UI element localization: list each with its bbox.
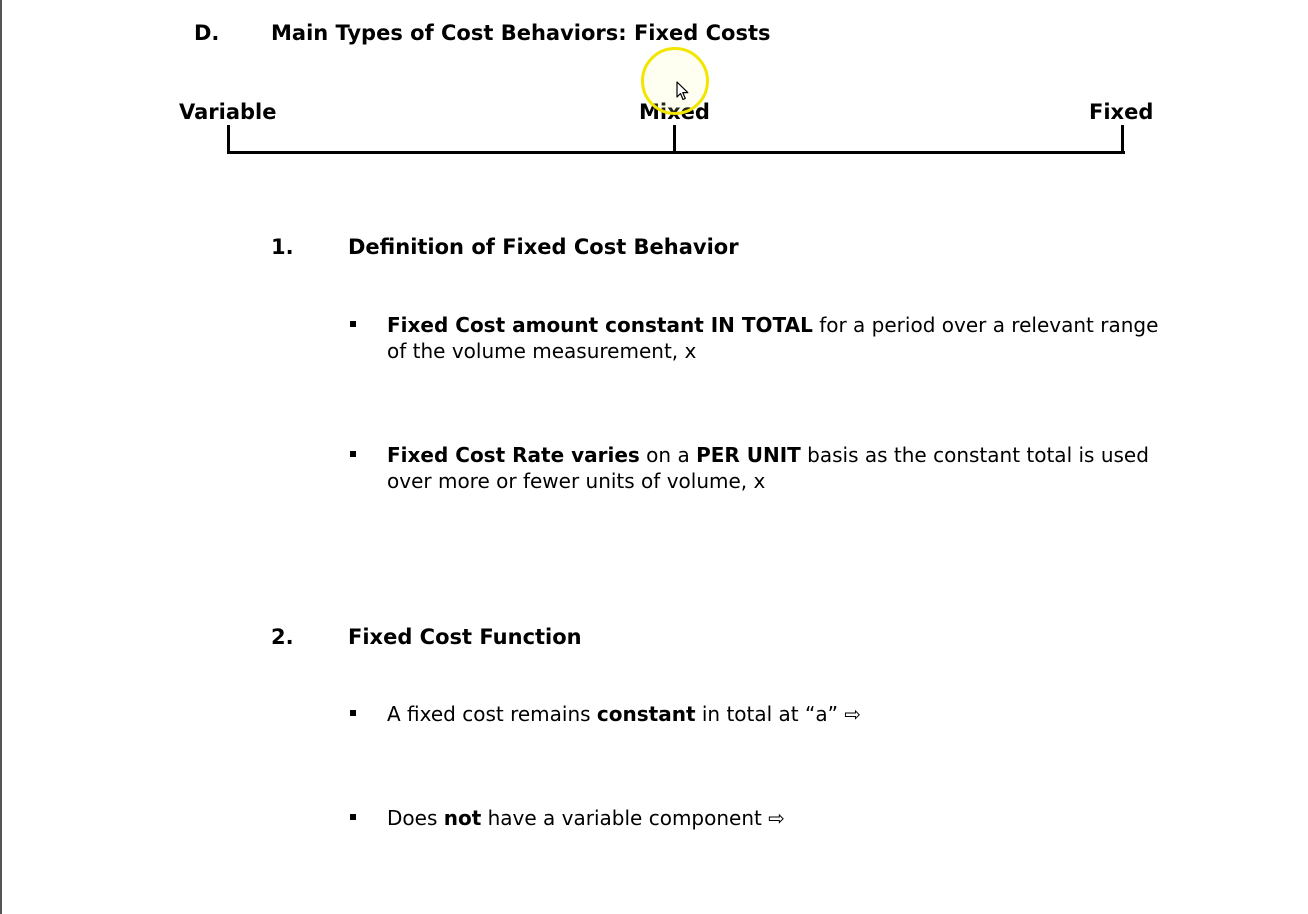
sub2-bullet2: [387, 805, 785, 831]
scale-label-mixed: Mixed: [639, 100, 710, 124]
section-title: Main Types of Cost Behaviors: Fixed Costs: [271, 21, 771, 45]
arrow-right-icon: ⇨: [844, 702, 862, 726]
sub2-bullet1-pre: A fixed cost remains: [387, 702, 597, 726]
sub1-bullet2-rest: basis as the constant total is used: [800, 443, 1149, 467]
cursor-highlight-ring: [641, 47, 709, 115]
scale-tick-variable: [227, 125, 230, 154]
scale-label-variable: Variable: [179, 100, 277, 124]
mouse-cursor-icon: [676, 81, 690, 101]
arrow-right-icon: ⇨: [768, 806, 785, 830]
bullet-marker: [350, 710, 356, 716]
sub2-bullet2-post: have a variable component: [481, 806, 769, 830]
bullet-marker: [350, 814, 356, 820]
sub2-number: 2.: [271, 625, 294, 649]
sub1-bullet2-mid: on a: [639, 443, 697, 467]
sub1-bullet2-line1: [387, 442, 1149, 468]
sub1-bullet2-bold1: Fixed Cost Rate varies: [387, 443, 640, 467]
sub1-bullet2-line2: over more or fewer units of volume, x: [387, 469, 766, 493]
sub1-bullet1-bold: Fixed Cost amount constant IN TOTAL: [387, 313, 813, 337]
section-letter: D.: [194, 21, 220, 45]
scale-label-fixed: Fixed: [1089, 100, 1154, 124]
bullet-marker: [350, 321, 356, 327]
scale-tick-fixed: [1121, 125, 1124, 154]
bullet-marker: [350, 451, 356, 457]
scale-tick-mixed: [673, 125, 676, 154]
sub2-bullet1-post: in total at “a”: [695, 702, 845, 726]
sub2-bullet2-bold: not: [443, 806, 482, 830]
sub1-bullet1-line2: of the volume measurement, x: [387, 339, 697, 363]
sub2-title: Fixed Cost Function: [348, 625, 582, 649]
sub1-title: Definition of Fixed Cost Behavior: [348, 235, 739, 259]
sub1-bullet1-line1: [387, 312, 1158, 338]
sub2-bullet1-bold: constant: [596, 702, 696, 726]
sub2-bullet1: [387, 701, 861, 727]
scale-axis-line: [227, 151, 1125, 154]
left-border: [0, 0, 2, 914]
sub1-bullet1-rest: for a period over a relevant range: [812, 313, 1159, 337]
sub2-bullet2-pre: Does: [387, 806, 444, 830]
sub1-bullet2-bold2: PER UNIT: [696, 443, 801, 467]
sub1-number: 1.: [271, 235, 294, 259]
